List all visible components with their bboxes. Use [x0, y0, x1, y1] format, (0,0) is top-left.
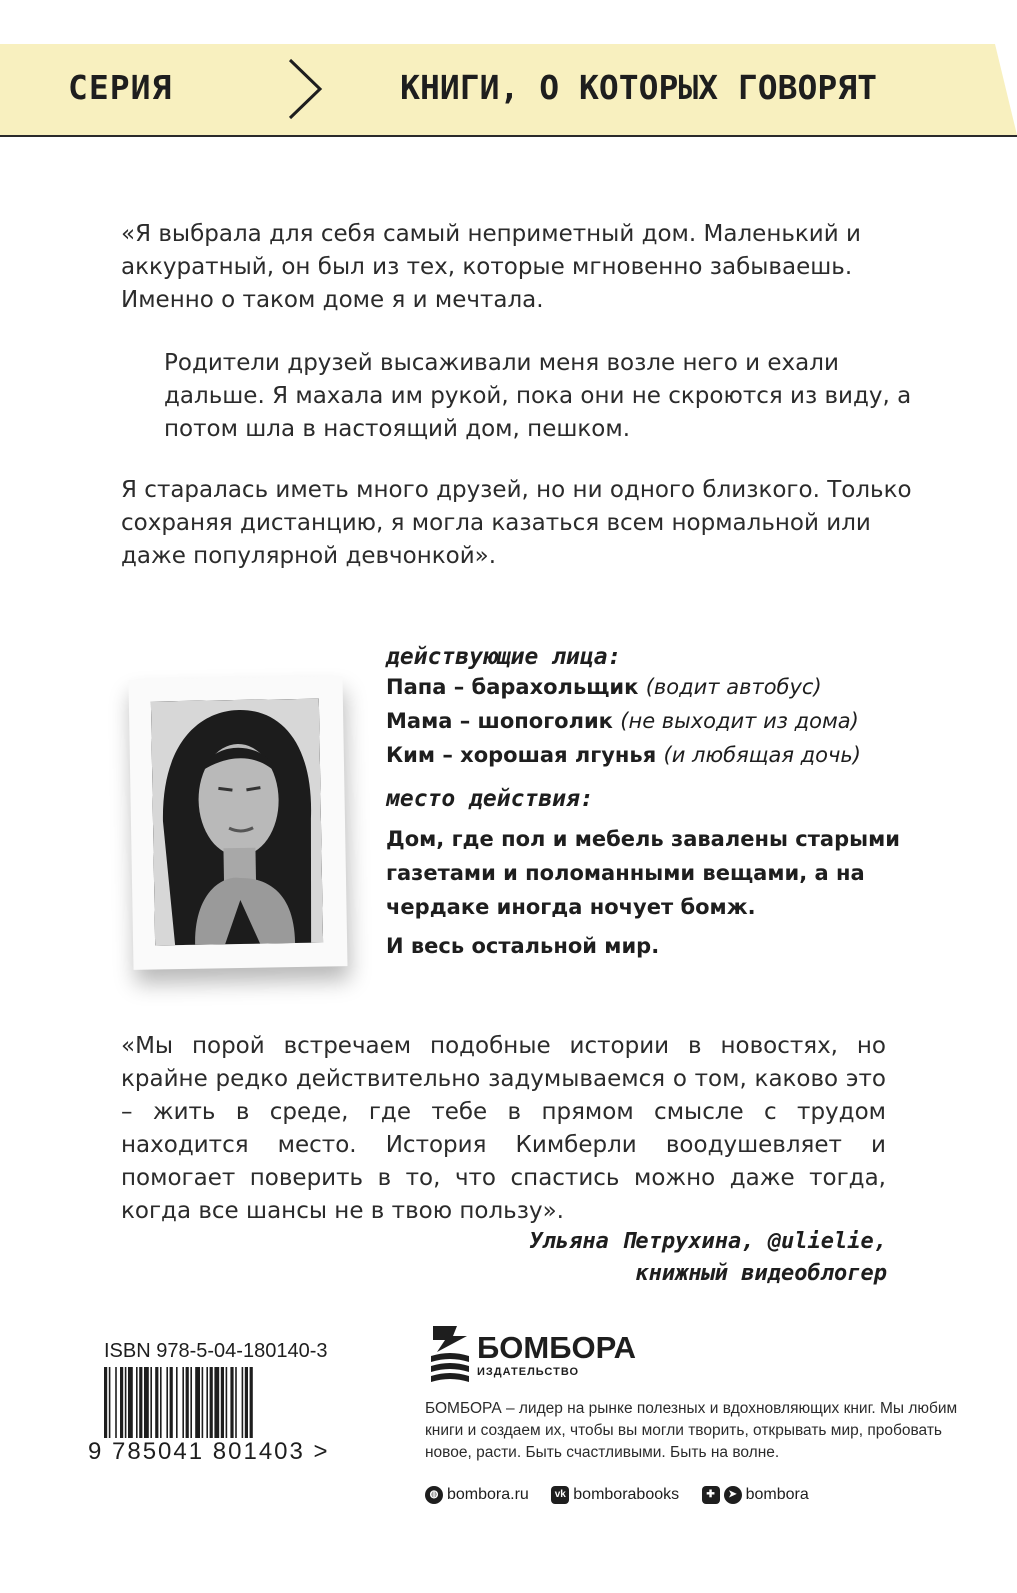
- banner-folded-corner: [995, 44, 1017, 135]
- author-photo: [128, 676, 347, 970]
- social-link[interactable]: [702, 1486, 809, 1504]
- place-world: И весь остальной мир.: [386, 934, 660, 958]
- isbn-label: ISBN 978-5-04-180140-3: [104, 1340, 328, 1362]
- excerpt-paragraph-2: Родители друзей высаживали меня возле него и ехали дальше. Я махала им рукой, пока они не скроются из виду, а потом шла в настоящий дом, пешком.: [164, 350, 912, 442]
- publisher-name: БОМБОРА: [477, 1330, 636, 1365]
- telegram-icon: ➤: [724, 1486, 742, 1504]
- author-role: книжный видеоблогер: [635, 1261, 887, 1286]
- character-name: Ким – хорошая лгунья: [386, 743, 657, 767]
- portrait-image: [151, 699, 323, 946]
- cast-row: [386, 738, 946, 772]
- character-note: (не выходит из дома): [620, 709, 859, 733]
- excerpt-paragraph-3: Я старалась иметь много друзей, но ни одного близкого. Только сохраняя дистанцию, я могла казаться всем нормальной или даже популярной девчонкой».: [121, 477, 912, 569]
- character-name: Папа – барахольщик: [386, 675, 639, 699]
- character-note: (водит автобус): [645, 675, 822, 699]
- character-note: (и любящая дочь): [663, 743, 862, 767]
- series-banner: [0, 44, 1017, 137]
- barcode-digits: 9 785041 801403 >: [88, 1438, 330, 1465]
- place-description: Дом, где пол и мебель завалены старыми газетами и поломанными вещами, а на чердаке иногда ночует бомж.: [386, 827, 900, 919]
- cast-row: [386, 704, 946, 738]
- link-label: bombora: [745, 1486, 809, 1503]
- series-name: КНИГИ, О КОТОРЫХ ГОВОРЯТ: [400, 68, 877, 107]
- chevron-right-icon: [286, 56, 326, 122]
- character-name: Мама – шопоголик: [386, 709, 613, 733]
- globe-icon: ◍: [425, 1486, 443, 1504]
- plus-icon: ✚: [702, 1486, 720, 1504]
- vk-icon: vk: [551, 1486, 569, 1504]
- publisher-subtitle: ИЗДАТЕЛЬСТВО: [477, 1366, 580, 1378]
- excerpt-quote: [121, 218, 921, 573]
- link-label: bombora.ru: [447, 1486, 529, 1503]
- cast-section: [386, 644, 946, 958]
- review-text: «Мы порой встречаем подобные истории в новостях, но крайне редко действительно задумываемся о том, каково это – жить в среде, где тебе в прямом смысле с трудом находится место. История Кимберли воодушевляет и помогает поверить в то, что спастись можно даже тогда, когда все шансы не в твою пользу».: [121, 1033, 886, 1224]
- publisher-links: [425, 1486, 827, 1504]
- link-label: bomborabooks: [573, 1486, 680, 1503]
- cast-row: [386, 670, 946, 704]
- website-link[interactable]: [425, 1486, 529, 1504]
- excerpt-paragraph-1: «Я выбрала для себя самый неприметный дом. Маленький и аккуратный, он был из тех, которые мгновенно забываешь. Именно о таком доме я и мечтала.: [121, 221, 861, 313]
- vk-link[interactable]: [551, 1486, 679, 1504]
- series-label: СЕРИЯ: [68, 68, 173, 107]
- author-name: Ульяна Петрухина, @ulielie,: [529, 1229, 887, 1254]
- review-quote: [121, 1030, 886, 1228]
- place-heading: место действия:: [386, 786, 594, 812]
- publisher-about: БОМБОРА – лидер на рынке полезных и вдохновляющих книг. Мы любим книги и создаем их, чтобы вы могли творить, открывать мир, пробовать новое, расти. Быть счастливыми. Быть на волне.: [425, 1400, 958, 1461]
- publisher-logo-icon: [427, 1322, 473, 1384]
- review-author: [529, 1226, 887, 1290]
- cast-heading: действующие лица:: [386, 644, 622, 670]
